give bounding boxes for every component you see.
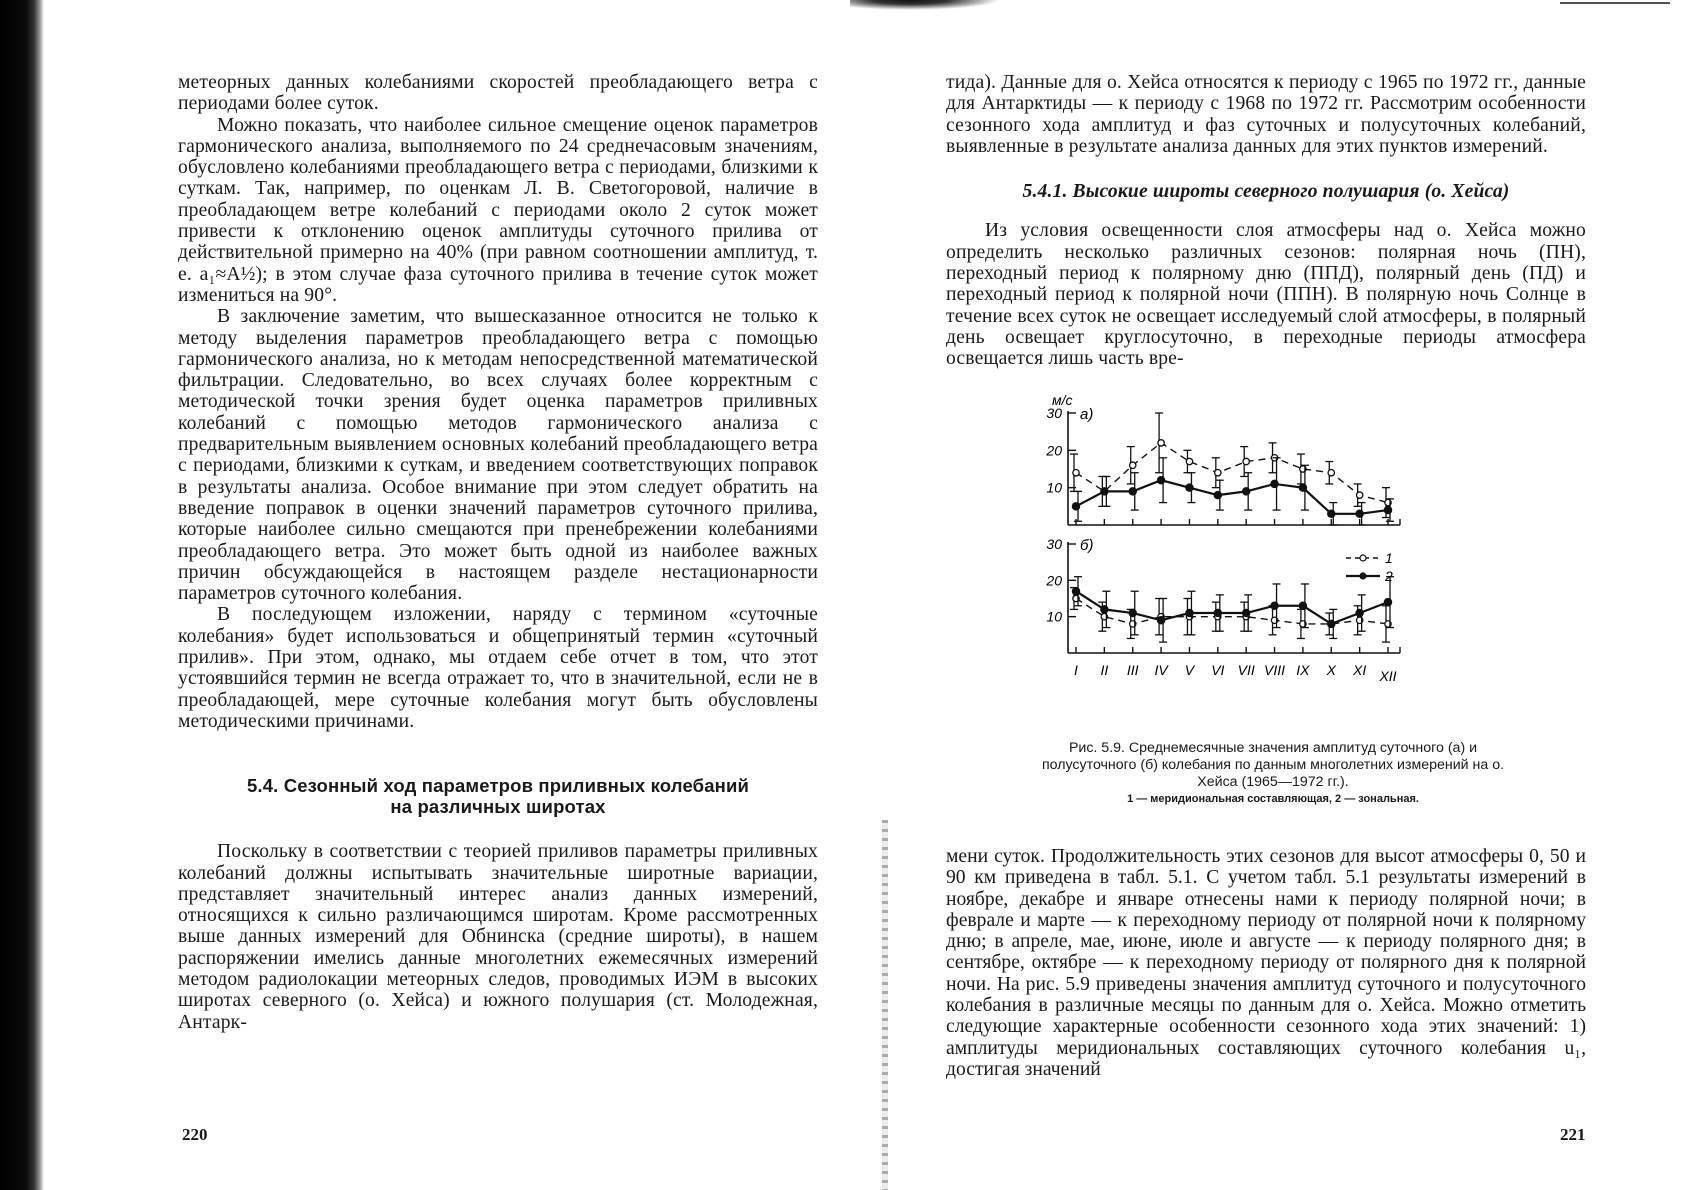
figure-chart	[1028, 392, 1518, 738]
paragraph: тида). Данные для о. Хейса относятся к периоду с 1965 по 1972 гг., данные для Антарктиды — к периоду с 1968 по 1972 гг. Рассмотрим особенности сезонного хода амплитуд и фаз суточных и полусуточных колебаний, выявленные в результате анализа данных для этих пунктов измерений.	[946, 72, 1586, 157]
left-page	[178, 72, 818, 1033]
x-tick-label: X	[1326, 662, 1336, 678]
data-point	[1186, 484, 1193, 491]
data-point	[1215, 470, 1221, 476]
data-point	[1328, 620, 1335, 627]
data-point	[1129, 609, 1136, 616]
page-number-left: 220	[182, 1125, 208, 1144]
series-line-2	[1076, 480, 1388, 514]
data-point	[1101, 606, 1108, 613]
data-point	[1243, 609, 1250, 616]
y-tick-label: 20	[1046, 572, 1062, 589]
data-point	[1214, 492, 1221, 499]
data-point	[1243, 488, 1250, 495]
data-point	[1101, 488, 1108, 495]
scan-mark	[1560, 2, 1670, 4]
y-tick-label: 20	[1046, 442, 1062, 459]
data-point	[1130, 462, 1136, 468]
data-point	[1384, 506, 1391, 513]
paragraph: В заключение заметим, что вышесказанное относится не только к методу выделения параметров преобладающего ветра с помощью гармонического анализа, но к методам непосредственной математической фильтрации. Следовательно, во всех случаях более корректным с методической точки зрения будет оценка параметров приливных колебаний с помощью методов гармонического анализа с предварительным выявлением основных колебаний преобладающего ветра с периодами, близкими к суткам, и введением соответствующих поправок в результаты анализа. Особое внимание при этом следует обратить на введение поправок в оценки значений параметров суточного прилива, которые наиболее сильно смещаются при пренебрежении колебаниями преобладающего ветра. Это может быть одной из наиболее важных причин обсуждающейся в настоящем разделе нестационарности параметров суточного колебания.	[178, 306, 818, 605]
data-point	[1157, 477, 1164, 484]
y-tick-label: 10	[1046, 479, 1062, 496]
legend-label: 2	[1385, 568, 1393, 584]
x-tick-label: II	[1100, 662, 1109, 678]
data-point	[1299, 602, 1306, 609]
book-spine	[882, 820, 888, 1190]
section-heading-line: 5.4. Сезонный ход параметров приливных колебаний	[246, 775, 750, 797]
x-tick-label: IV	[1154, 662, 1168, 678]
data-point	[1299, 484, 1306, 491]
y-tick-label: 30	[1046, 405, 1062, 421]
paragraph: метеорных данных колебаниями скоростей преобладающего ветра с периодами более суток.	[178, 72, 818, 115]
paragraph: В последующем изложении, наряду с термином «суточные колебания» будет использоваться и общепринятый термин «суточный прилив». При этом, однако, мы отдаем себе отчет в том, что этот устоявшийся термин не всегда отражает то, что в значительной, если не в преобладающей, мере суточные колебания могут быть обусловлены методическими причинами.	[178, 604, 818, 732]
panel-label: а)	[1080, 406, 1094, 423]
subsection-heading: 5.4.1. Высокие широты северного полушария (о. Хейса)	[1022, 181, 1510, 203]
data-point	[1129, 488, 1136, 495]
y-axis-unit-label: м/с	[1052, 392, 1073, 408]
data-point	[1328, 470, 1334, 476]
x-tick-label: V	[1184, 662, 1195, 678]
data-point	[1157, 617, 1164, 624]
x-tick-label: VII	[1237, 662, 1255, 678]
paragraph: Поскольку в соответствии с теорией приливов параметры приливных колебаний должны испытывать значительные широтные вариации, представляет значительный интерес анализ данных измерений, относящихся к сильно различающимся широтам. Кроме рассмотренных выше данных измерений для Обнинска (средние широты), в нашем распоряжении имелись данные многолетних ежемесячных измерений методом радиолокации метеорных следов, проводимых ИЭМ в высоких широтах северного (о. Хейса) и южного полушария (ст. Молодежная, Антарк-	[178, 841, 818, 1033]
figure-5-9	[1028, 392, 1518, 807]
figure-legend-caption: 1 — меридиональная составляющая, 2 — зональная.	[1127, 793, 1419, 805]
legend-marker	[1360, 555, 1366, 561]
legend-marker	[1360, 573, 1366, 579]
data-point	[1072, 588, 1079, 595]
x-tick-label: VIII	[1264, 662, 1286, 678]
page-number-right: 221	[1560, 1125, 1586, 1144]
panel-label: б)	[1080, 537, 1094, 554]
x-tick-label: III	[1126, 662, 1139, 678]
book-binding-shadow	[0, 0, 44, 1190]
data-point	[1271, 602, 1278, 609]
scan-smudge	[850, 0, 1000, 10]
series-line-2	[1076, 591, 1388, 624]
x-tick-label: IX	[1296, 662, 1310, 678]
legend-label: 1	[1385, 550, 1393, 566]
data-point	[1158, 440, 1164, 446]
data-point	[1384, 599, 1391, 606]
data-point	[1328, 510, 1335, 517]
x-tick-label: XII	[1379, 668, 1397, 684]
data-point	[1186, 458, 1192, 464]
data-point	[1356, 510, 1363, 517]
x-tick-label: I	[1074, 662, 1078, 678]
x-tick-label: XI	[1353, 662, 1367, 678]
x-tick-label: VI	[1211, 662, 1225, 678]
paragraph: Из условия освещенности слоя атмосферы над о. Хейса можно определить несколько различных сезонов: полярная ночь (ПН), переходный период к полярному дню (ППД), полярный день (ПД) и переходный период к полярной ночи (ППН). В полярную ночь Солнце в течение всех суток не освещает исследуемый слой атмосферы, в полярный день освещает круглосуточно, в переходные периоды атмосфера освещается лишь часть вре-	[946, 220, 1586, 370]
section-heading	[178, 775, 818, 817]
section-heading-line: на различных широтах	[390, 796, 606, 818]
y-tick-label: 30	[1046, 536, 1062, 552]
paragraph: мени суток. Продолжительность этих сезонов для высот атмосферы 0, 50 и 90 км приведена в табл. 5.1. С учетом табл. 5.1 результаты измерений в ноябре, декабре и январе отнесены нами к периоду полярной ночи; в феврале и марте — к переходному периоду от полярной ночи к полярному дню; в апреле, мае, июне, июле и августе — к периоду полярного дня; в сентябре, октябре — к переходному периоду от полярного дня к полярной ночи. На рис. 5.9 приведены значения амплитуд суточного и полусуточного колебания в различные месяцы по данным для о. Хейса. Можно отметить следующие характерные особенности сезонного хода этих значений: 1) амплитуды меридиональных составляющих суточного колебания u₁, достигая значений	[946, 846, 1586, 1080]
y-tick-label: 10	[1046, 608, 1062, 625]
data-point	[1214, 609, 1221, 616]
data-point	[1356, 492, 1362, 498]
data-point	[1356, 609, 1363, 616]
data-point	[1072, 503, 1079, 510]
data-point	[1073, 470, 1079, 476]
figure-caption: Рис. 5.9. Среднемесячные значения амплитуд суточного (а) и полусуточного (б) колебания по данным многолетних измерений на о. Хейса (1965—1972 гг.).	[1041, 740, 1505, 790]
data-point	[1271, 480, 1278, 487]
data-point	[1243, 458, 1249, 464]
data-point	[1186, 609, 1193, 616]
right-page-lower	[946, 846, 1586, 1080]
right-page	[946, 72, 1586, 370]
paragraph: Можно показать, что наиболее сильное смещение оценок параметров гармонического анализа, выполняемого по 24 среднечасовым значениям, обусловлено колебаниями преобладающего ветра с периодами, близкими к суткам. Так, например, по оценкам Л. В. Светогоровой, наличие в преобладающем ветре колебаний с периодами около 2 суток может привести к отклонению оценок амплитуды суточного прилива от действительной примерно на 40% (при равном соотношении амплитуд, т. е. a₁≈A½); в этом случае фаза суточного прилива в течение суток может измениться на 90°.	[178, 114, 818, 306]
